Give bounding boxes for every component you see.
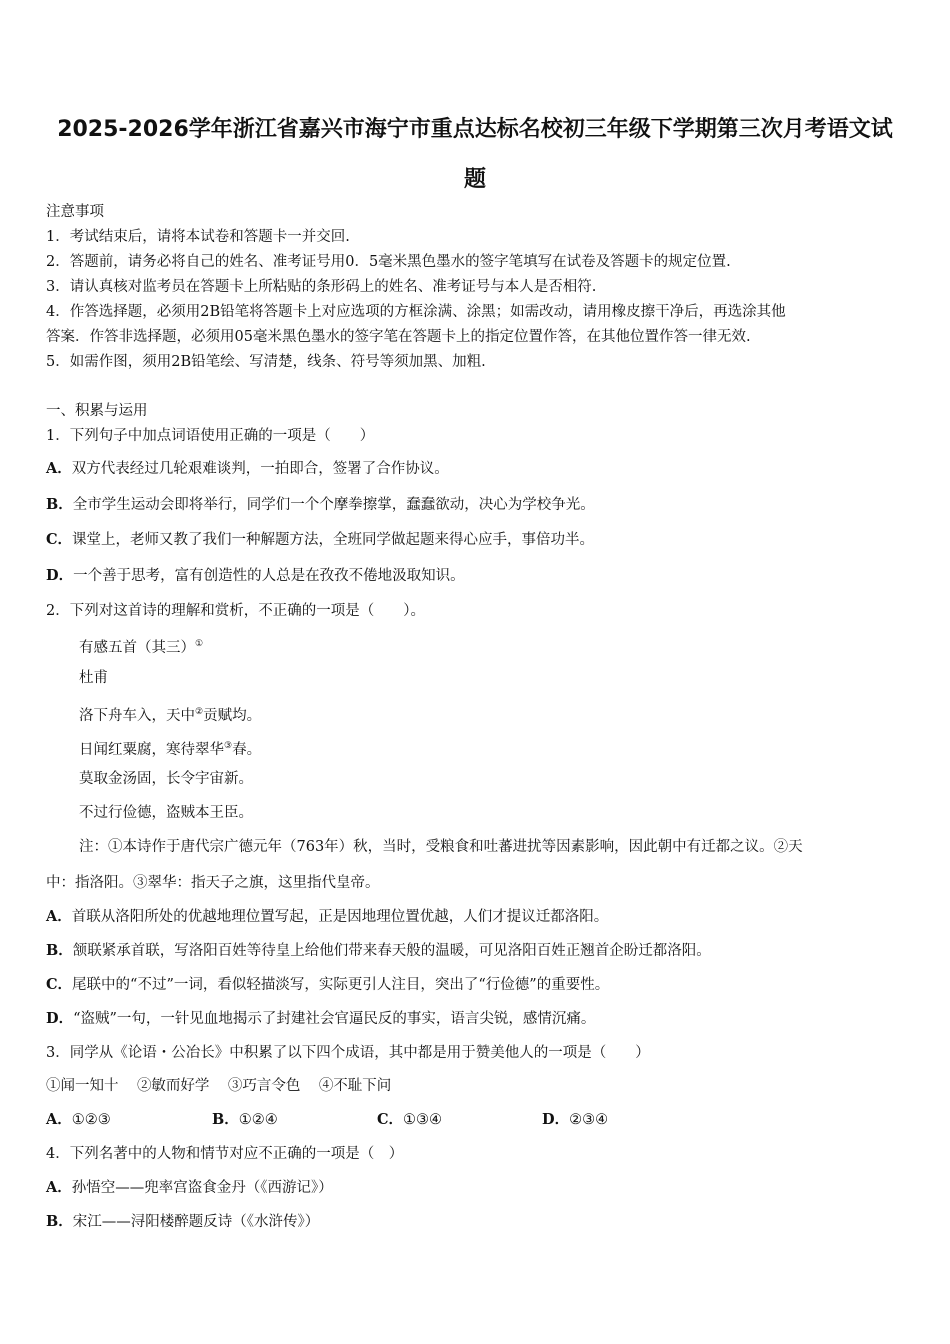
option-label: B． [212,1111,239,1128]
poem-author: 杜甫 [79,670,108,686]
poem-line: 日闻红粟腐，寒待翠华③春。 [79,741,262,758]
q3-option-a [46,1110,111,1130]
option-label: A． [46,908,72,925]
option-text: 颔联紧承首联，写洛阳百姓等待皇上给他们带来春天般的温暖，可见洛阳百姓正翘首企盼迁都洛阳。 [72,943,711,959]
q3-option-b [212,1110,278,1130]
option-text: 孙悟空——兜率宫盗食金丹（《西游记》） [71,1180,333,1196]
q2-option-c [46,975,609,995]
option-text: 一个善于思考，富有创造性的人总是在孜孜不倦地汲取知识。 [73,568,465,584]
option-text: 首联从洛阳所处的优越地理位置写起，正是因地理位置优越，人们才提议迁都洛阳。 [71,909,609,925]
q2-option-b [46,941,711,961]
q1-option-b [46,495,595,515]
notice-item: 2．答题前，请务必将自己的姓名、准考证号用0．5毫米黑色墨水的签字笔填写在试卷及答题卡的规定位置. [46,254,731,270]
option-text: 课堂上，老师又教了我们一种解题方法，全班同学做起题来得心应手，事倍功半。 [72,532,595,548]
option-text: ①③④ [403,1112,443,1128]
footnote-marker: ② [195,707,204,717]
idiom-list [46,1076,391,1096]
option-label: B． [46,496,73,513]
poem-line: 莫取金汤固，长令宇宙新。 [79,771,253,787]
footnote-marker: ③ [224,741,233,751]
option-text: ①②④ [238,1112,278,1128]
idiom: ②敏而好学 [136,1078,210,1094]
option-text: ①②③ [71,1112,111,1128]
option-text: 宋江——浔阳楼醉题反诗（《水浒传》） [72,1214,320,1230]
option-label: C． [46,531,73,548]
option-label: D． [46,1010,74,1027]
notice-item: 5．如需作图，须用2B铅笔绘、写清楚，线条、符号等须加黑、加粗. [46,354,486,370]
option-text: 全市学生运动会即将举行，同学们一个个摩拳擦掌，蠢蠢欲动，决心为学校争光。 [72,497,595,513]
notice-heading: 注意事项 [46,204,104,220]
poem-title: 有感五首（其三）① [79,639,204,656]
poem-line: 不过行俭德，盗贼本王臣。 [79,805,253,821]
q1-option-c [46,530,594,550]
option-text: 双方代表经过几轮艰难谈判，一拍即合，签署了合作协议。 [71,461,449,477]
q3-option-d [542,1110,608,1130]
notice-item: 1．考试结束后，请将本试卷和答题卡一并交回. [46,229,350,245]
option-text: “盗贼”一句，一针见血地揭示了封建社会官逼民反的事实，语言尖锐，感情沉痛。 [73,1011,596,1027]
question-2-stem: 2．下列对这首诗的理解和赏析，不正确的一项是（ ）。 [46,603,425,619]
option-text: ②③④ [569,1112,609,1128]
option-label: A． [46,460,72,477]
notice-item: 4．作答选择题，必须用2B铅笔将答题卡上对应选项的方框涂满、涂黑；如需改动，请用橡皮擦干净后，再选涂其他 [46,304,786,320]
exam-title-line1: 2025-2026学年浙江省嘉兴市海宁市重点达标名校初三年级下学期第三次月考语文试 [57,117,893,142]
option-label: B． [46,942,73,959]
q2-option-a [46,907,608,927]
idiom: ①闻一知十 [46,1078,119,1094]
option-label: D． [542,1111,570,1128]
notice-item: 答案．作答非选择题，必须用05毫米黑色墨水的签字笔在答题卡上的指定位置作答，在其他位置作答一律无效. [46,329,751,345]
question-1-stem: 1．下列句子中加点词语使用正确的一项是（ ） [46,428,375,444]
footnote-marker: ① [195,639,204,649]
option-text: 尾联中的“不过”一词，看似轻描淡写，实际更引人注目，突出了“行俭德”的重要性。 [72,977,610,993]
option-label: A． [46,1111,72,1128]
option-label: C． [377,1111,404,1128]
idiom: ④不耻下问 [318,1078,392,1094]
option-label: B． [46,1213,73,1230]
question-3-stem: 3．同学从《论语・公冶长》中积累了以下四个成语，其中都是用于赞美他人的一项是（ ） [46,1045,650,1061]
poem-line: 洛下舟车入，天中②贡赋均。 [79,707,262,724]
option-label: D． [46,567,74,584]
poem-note-continued: 中：指洛阳。③翠华：指天子之旗，这里指代皇帝。 [46,875,380,891]
q4-option-b [46,1212,319,1232]
q3-option-c [377,1110,442,1130]
poem-note: 注：①本诗作于唐代宗广德元年（763年）秋，当时，受粮食和吐蕃进扰等因素影响，因此朝中有迁都之议。②天 [79,839,803,855]
option-label: A． [46,1179,72,1196]
exam-title-line2: 题 [463,167,486,192]
q4-option-a [46,1178,333,1198]
notice-item: 3．请认真核对监考员在答题卡上所粘贴的条形码上的姓名、准考证号与本人是否相符. [46,279,597,295]
question-4-stem: 4．下列名著中的人物和情节对应不正确的一项是（ ） [46,1146,404,1162]
option-label: C． [46,976,73,993]
idiom: ③巧言令色 [227,1078,301,1094]
q1-option-d [46,566,465,586]
q1-option-a [46,459,449,479]
q2-option-d [46,1009,595,1029]
section-heading: 一、积累与运用 [46,403,148,419]
